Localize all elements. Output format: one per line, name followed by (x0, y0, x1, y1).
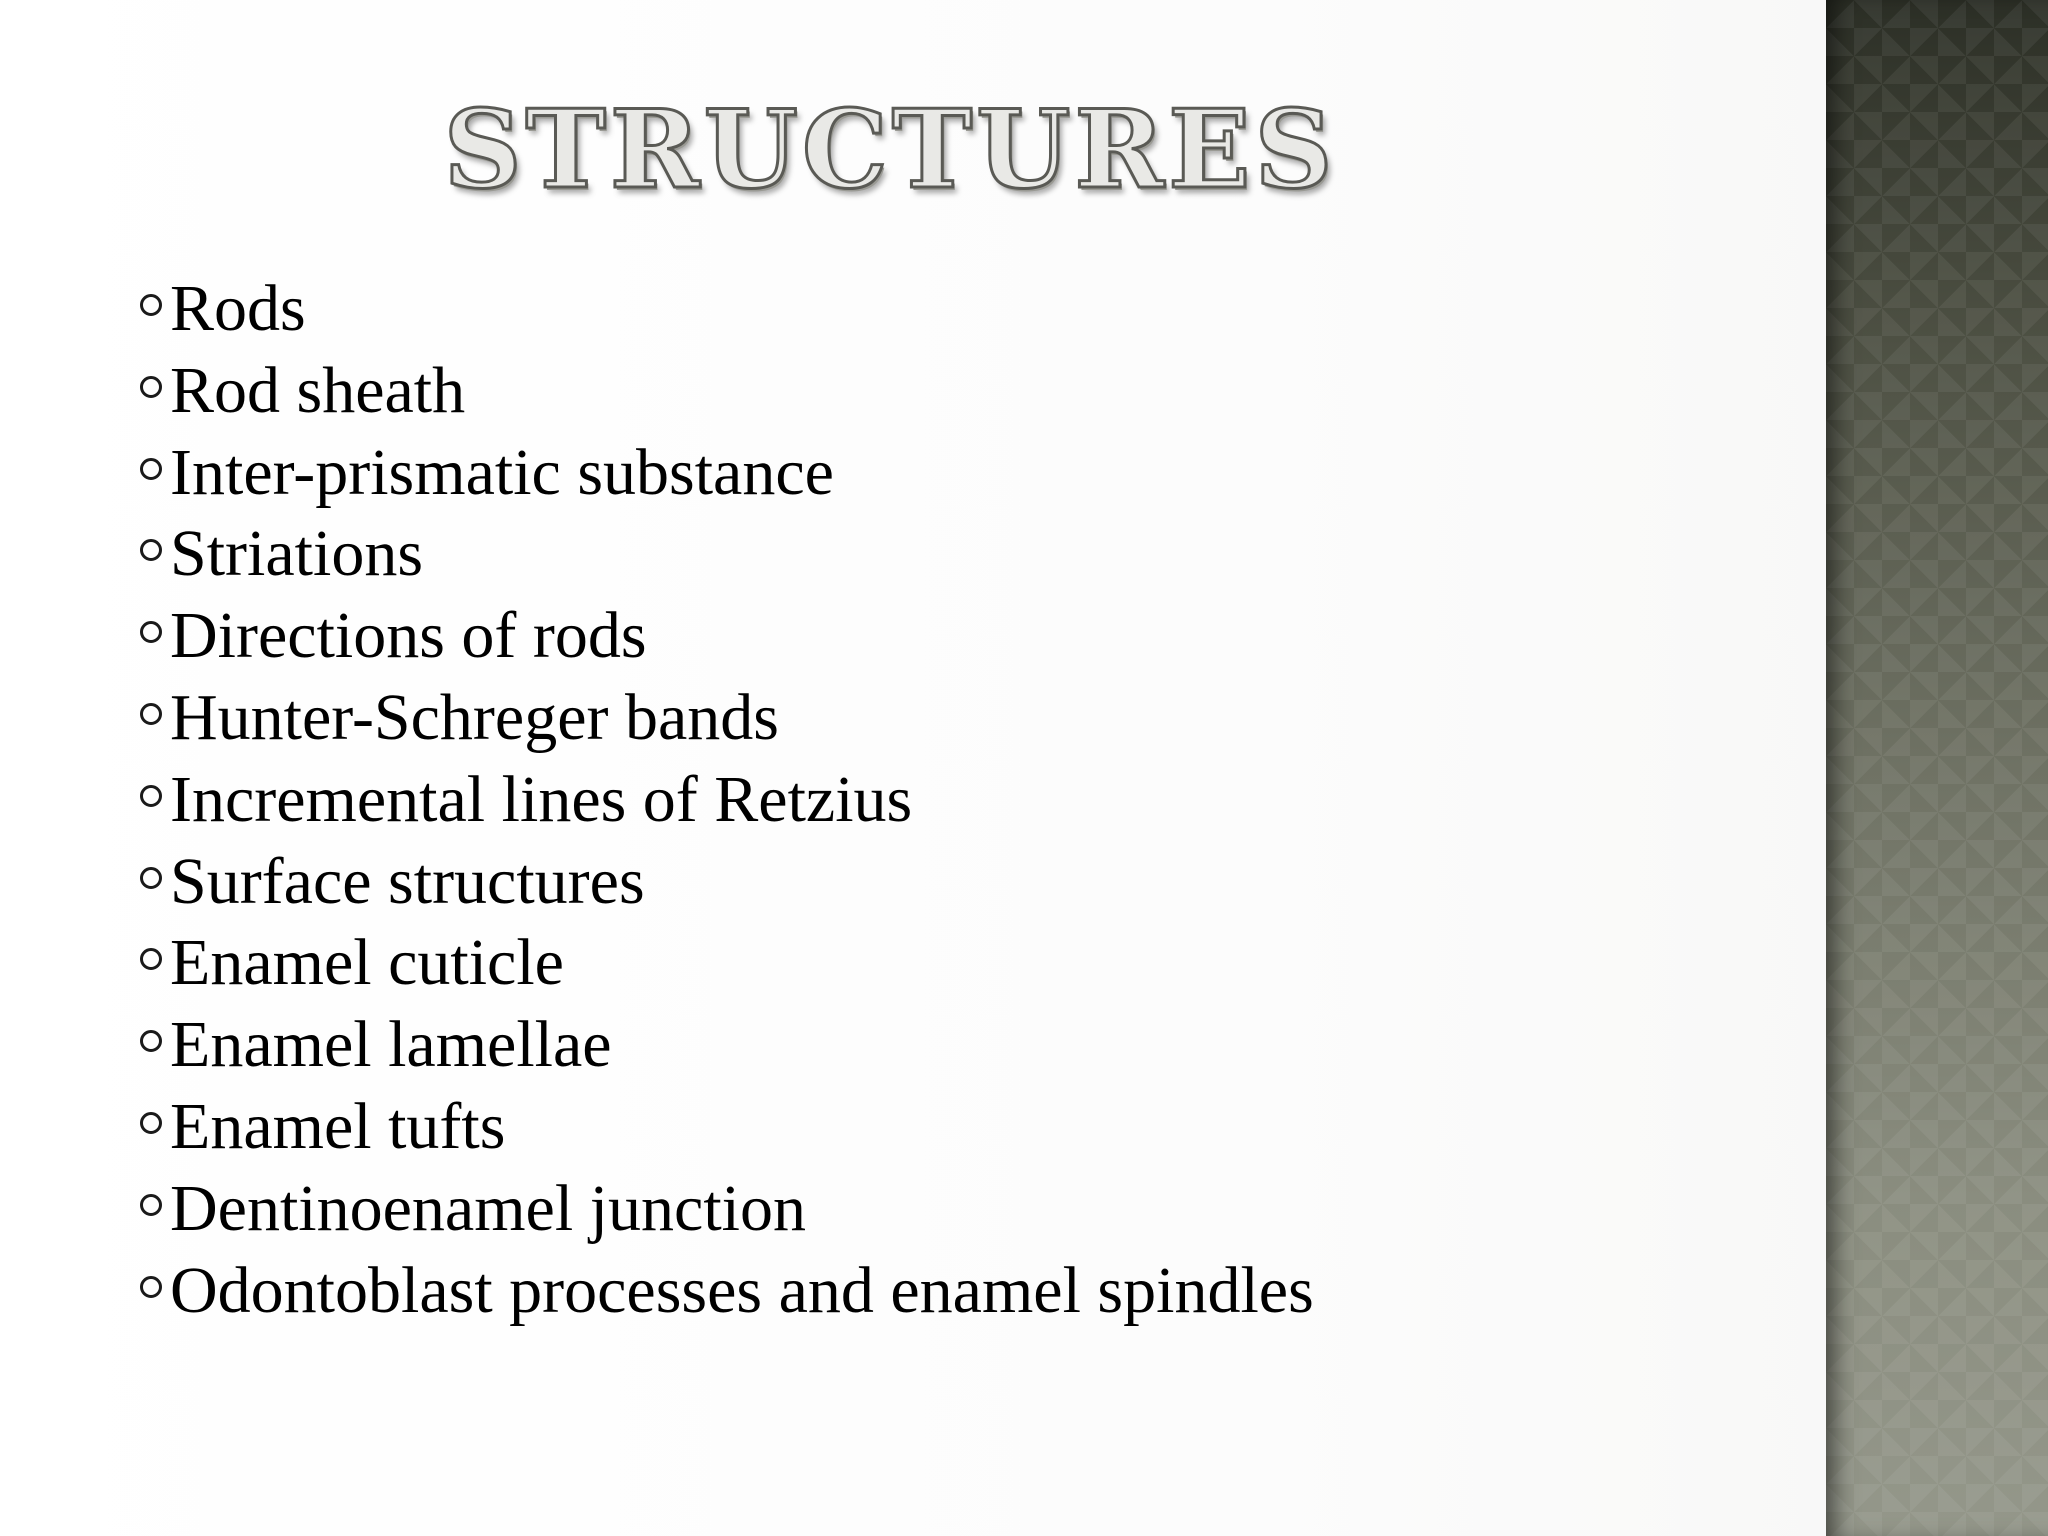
slide-title: STRUCTURES (443, 87, 1337, 213)
list-item (140, 432, 1790, 514)
hollow-circle-icon (140, 1112, 162, 1134)
list-item (140, 1168, 1790, 1250)
list-item (140, 1250, 1790, 1332)
hollow-circle-icon (140, 948, 162, 970)
list-item (140, 268, 1790, 350)
list-item (140, 1004, 1790, 1086)
list-item (140, 759, 1790, 841)
hollow-circle-icon (140, 785, 162, 807)
hollow-circle-icon (140, 1276, 162, 1298)
list-item-text: Enamel cuticle (170, 926, 564, 1000)
list-item (140, 922, 1790, 1004)
hollow-circle-icon (140, 867, 162, 889)
list-item-text: Enamel lamellae (170, 1008, 612, 1082)
list-item (140, 350, 1790, 432)
list-item-text: Inter-prismatic substance (170, 435, 834, 509)
list-item-text: Hunter-Schreger bands (170, 680, 779, 754)
hollow-circle-icon (140, 294, 162, 316)
list-item-text: Rod sheath (170, 353, 466, 427)
hollow-circle-icon (140, 703, 162, 725)
hollow-circle-icon (140, 458, 162, 480)
list-item (140, 677, 1790, 759)
list-item (140, 1086, 1790, 1168)
list-item-text: Surface structures (170, 844, 645, 918)
side-decoration-panel (1826, 0, 2048, 1536)
list-item (140, 841, 1790, 923)
list-item-text: Odontoblast processes and enamel spindles (170, 1253, 1314, 1327)
list-item (140, 595, 1790, 677)
list-item-text: Directions of rods (170, 599, 647, 673)
list-item-text: Rods (170, 272, 306, 345)
hollow-circle-icon (140, 376, 162, 398)
list-item-text: Incremental lines of Retzius (170, 762, 913, 836)
hollow-circle-icon (140, 1030, 162, 1052)
list-item-text: Enamel tufts (170, 1089, 506, 1163)
list-item (140, 513, 1790, 595)
hollow-circle-icon (140, 1194, 162, 1216)
bullet-list (140, 268, 1790, 1331)
list-item-text: Striations (170, 517, 424, 591)
hollow-circle-icon (140, 621, 162, 643)
list-item-text: Dentinoenamel junction (170, 1171, 806, 1245)
hollow-circle-icon (140, 539, 162, 561)
